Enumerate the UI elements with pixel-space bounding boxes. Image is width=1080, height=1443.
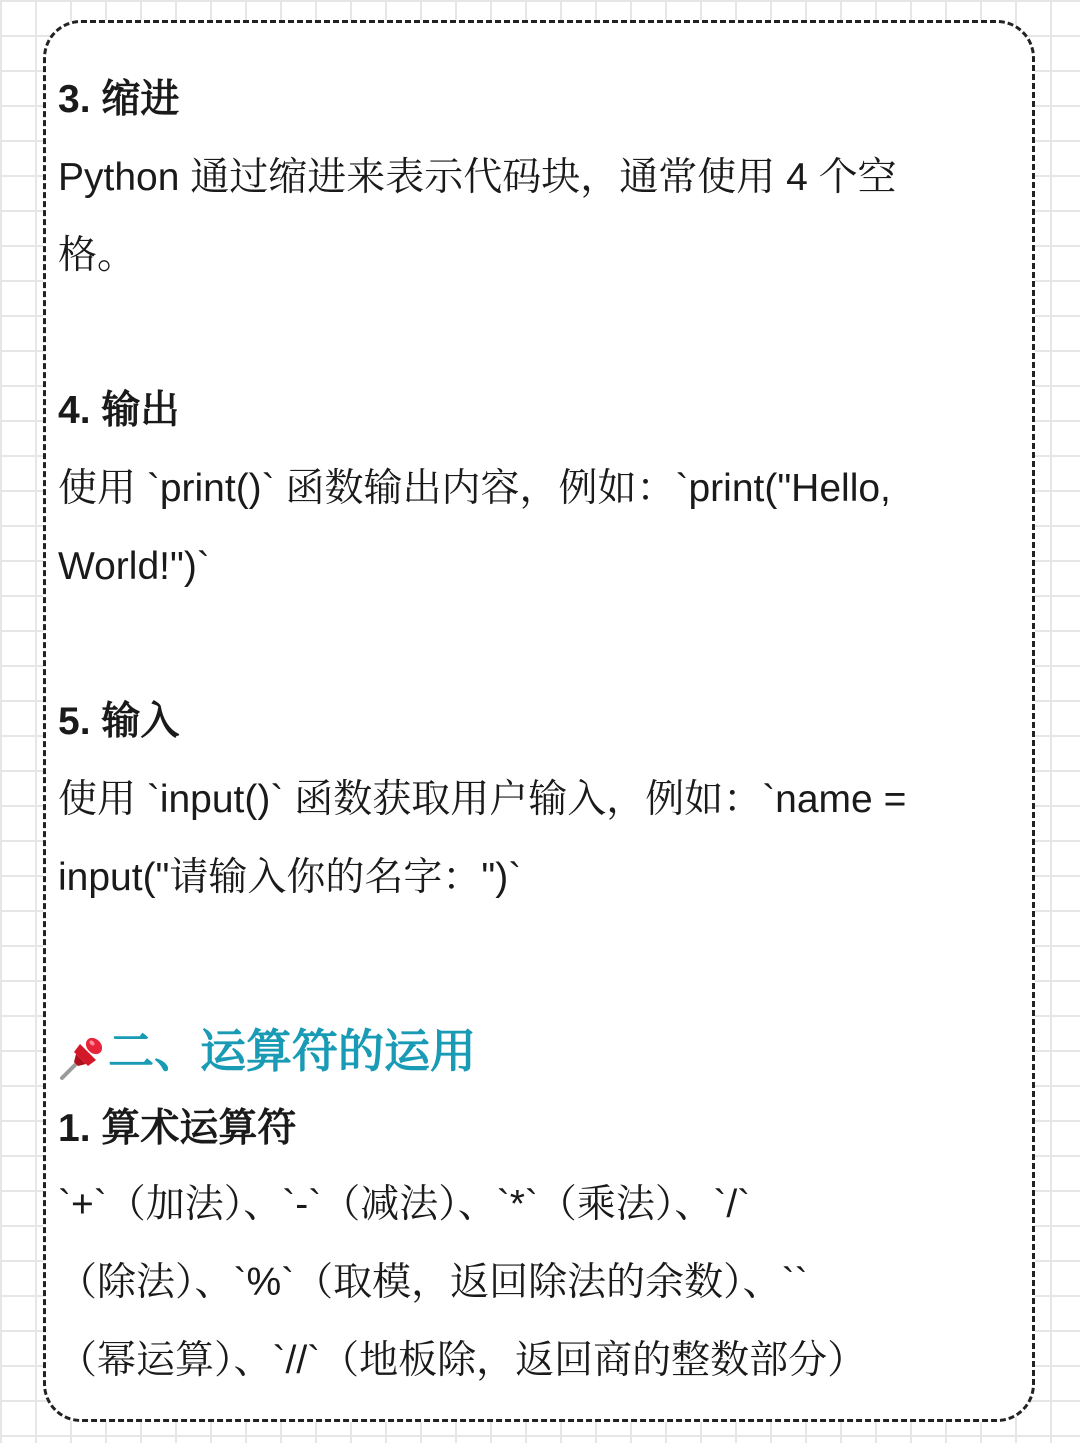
paragraph-line: input("请输入你的名字：")` — [58, 855, 522, 899]
section-title-text: 二、运算符的运用 — [108, 1025, 476, 1077]
heading-arithmetic-operators: 1. 算术运算符 — [58, 1107, 297, 1150]
paragraph-line: 使用 `input()` 函数获取用户输入，例如：`name = — [58, 778, 907, 821]
pushpin-icon — [58, 1026, 108, 1076]
section-indentation — [58, 61, 1032, 294]
section-output — [58, 372, 1032, 605]
paragraph-line: 格。 — [58, 233, 137, 277]
paragraph-line: 使用 `print()` 函数输出内容，例如：`print("Hello, — [58, 467, 891, 510]
paragraph-line: World!")` — [58, 544, 210, 588]
content-card — [43, 20, 1035, 1422]
heading-indentation: 3. 缩进 — [58, 78, 180, 121]
section-title-operators — [58, 1011, 1032, 1091]
paragraph-line: （幂运算）、`//`（地板除，返回商的整数部分） — [58, 1339, 867, 1382]
heading-input: 5. 输入 — [58, 700, 180, 743]
section-input — [58, 683, 1032, 916]
paragraph-line: Python 通过缩进来表示代码块，通常使用 4 个空 — [58, 156, 897, 199]
paragraph-line: （除法）、`%`（取模，返回除法的余数）、`` — [58, 1261, 808, 1304]
heading-output: 4. 输出 — [58, 389, 180, 432]
paragraph-line: `+`（加法）、`-`（减法）、`*`（乘法）、`/` — [58, 1183, 751, 1226]
subsection-arithmetic — [58, 1091, 1032, 1400]
